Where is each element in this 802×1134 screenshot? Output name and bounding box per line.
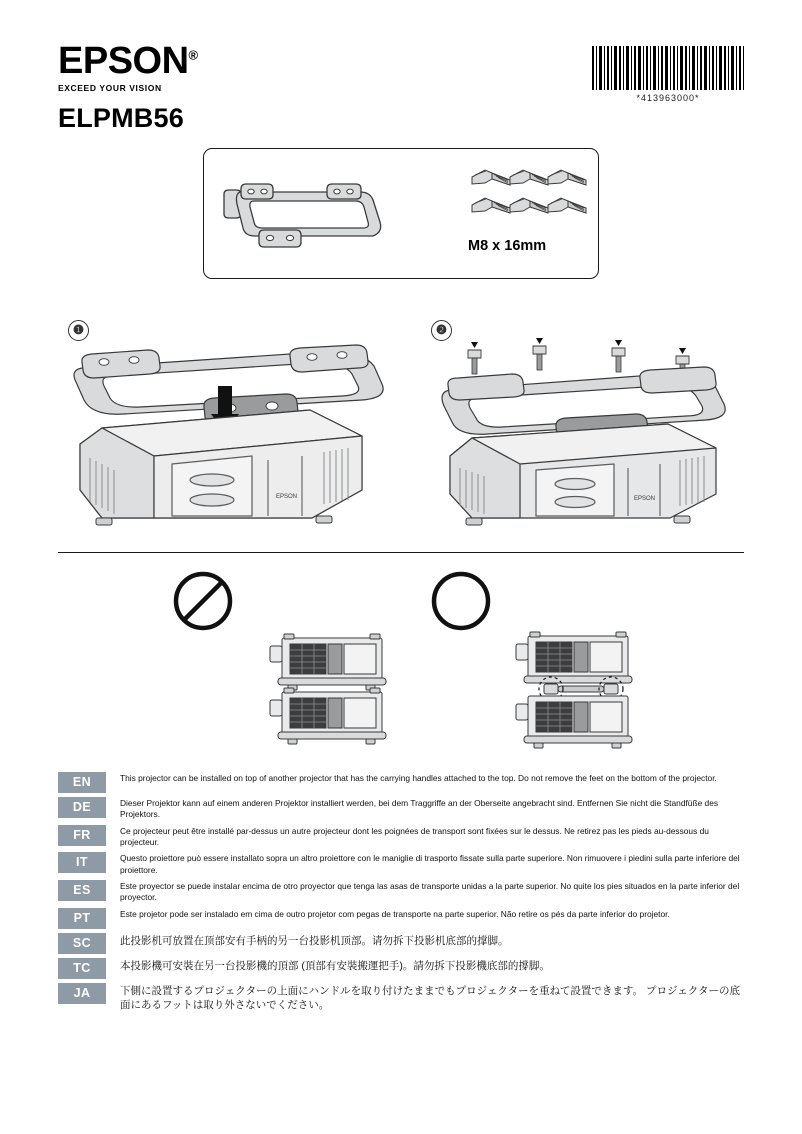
barcode-number: *413963000* <box>636 93 700 103</box>
prohibited-stacking-illustration <box>262 630 402 750</box>
table-row <box>58 772 746 793</box>
language-text-it: Questo proiettore può essere installato sopra un altro proiettore con le maniglie di trasporto fissate sulla parte superiore. Non rimuovere i piedini sulla parte inferiore del proiettore. <box>120 853 740 875</box>
barcode-block <box>592 46 744 103</box>
language-notes-table <box>58 772 746 1017</box>
language-code-sc: SC <box>58 933 106 954</box>
section-divider <box>58 552 744 553</box>
brand-tagline: EXCEED YOUR VISION <box>58 83 162 93</box>
allowed-icon <box>430 570 492 632</box>
language-text-tc: 本投影機可安裝在另一台投影機的頂部 (頂部有安裝搬運把手)。請勿拆下投影機底部的撐脚。 <box>120 959 550 972</box>
bracket-illustration <box>210 170 400 260</box>
language-text-sc: 此投影机可放置在顶部安有手柄的另一台投影机顶部。请勿拆下投影机底部的撑脚。 <box>120 934 509 947</box>
epson-logo <box>58 42 198 80</box>
language-text-de: Dieser Projektor kann auf einem anderen Projektor installiert werden, bei dem Traggriffe an der Oberseite angebracht sind. Entfernen Sie nicht die Standfüße des Projektors. <box>120 798 719 820</box>
svg-text:EPSON: EPSON <box>634 496 656 502</box>
language-code-it: IT <box>58 852 106 873</box>
brand-text: EPSON <box>58 40 189 82</box>
table-row <box>58 908 746 929</box>
language-code-es: ES <box>58 880 106 901</box>
brand-block <box>58 42 198 134</box>
table-row <box>58 880 746 904</box>
table-row <box>58 825 746 849</box>
language-text-pt: Este projetor pode ser instalado em cima de outro projetor com pegas de transporte na parte superior. Não retire os pés da parte inferior do projetor. <box>120 908 670 919</box>
language-code-fr: FR <box>58 825 106 846</box>
language-text-ja: 下側に設置するプロジェクターの上面にハンドルを取り付けたままでもプロジェクターを重ねて設置できます。 プロジェクターの底面にあるフットは取り外さないでください。 <box>120 984 741 1012</box>
step-2-illustration <box>428 338 738 538</box>
table-row <box>58 958 746 979</box>
screw-spec-label: M8 x 16mm <box>468 238 547 254</box>
barcode-image <box>592 46 744 90</box>
step-1-number: ❶ <box>68 320 89 341</box>
table-row <box>58 983 746 1013</box>
language-text-fr: Ce projecteur peut être installé par-dessus un autre projecteur dont les poignées de transport sont fixées sur le dessus. Ne retirez pas les pieds au-dessous du projecteur. <box>120 825 709 848</box>
language-code-en: EN <box>58 772 106 793</box>
step-1-illustration <box>62 340 392 540</box>
step-2-number: ❷ <box>431 320 452 341</box>
prohibited-icon <box>172 570 234 632</box>
language-code-ja: JA <box>58 983 106 1004</box>
language-code-de: DE <box>58 797 106 818</box>
allowed-stacking-illustration <box>508 628 668 750</box>
registered-mark: ® <box>188 47 198 63</box>
screw-set-illustration <box>470 168 590 240</box>
language-text-es: Este proyector se puede instalar encima de otro proyector que tenga las asas de transporte unidas a la parte superior. No quite los pies situados en la parte inferior del proyector. <box>120 881 740 903</box>
svg-text:EPSON: EPSON <box>276 494 298 500</box>
table-row <box>58 933 746 954</box>
table-row <box>58 797 746 821</box>
model-number: ELPMB56 <box>58 103 184 133</box>
language-code-tc: TC <box>58 958 106 979</box>
table-row <box>58 852 746 876</box>
language-text-en: This projector can be installed on top of another projector that has the carrying handles attached to the top. Do not remove the feet on the bottom of the projector. <box>120 773 717 783</box>
language-code-pt: PT <box>58 908 106 929</box>
